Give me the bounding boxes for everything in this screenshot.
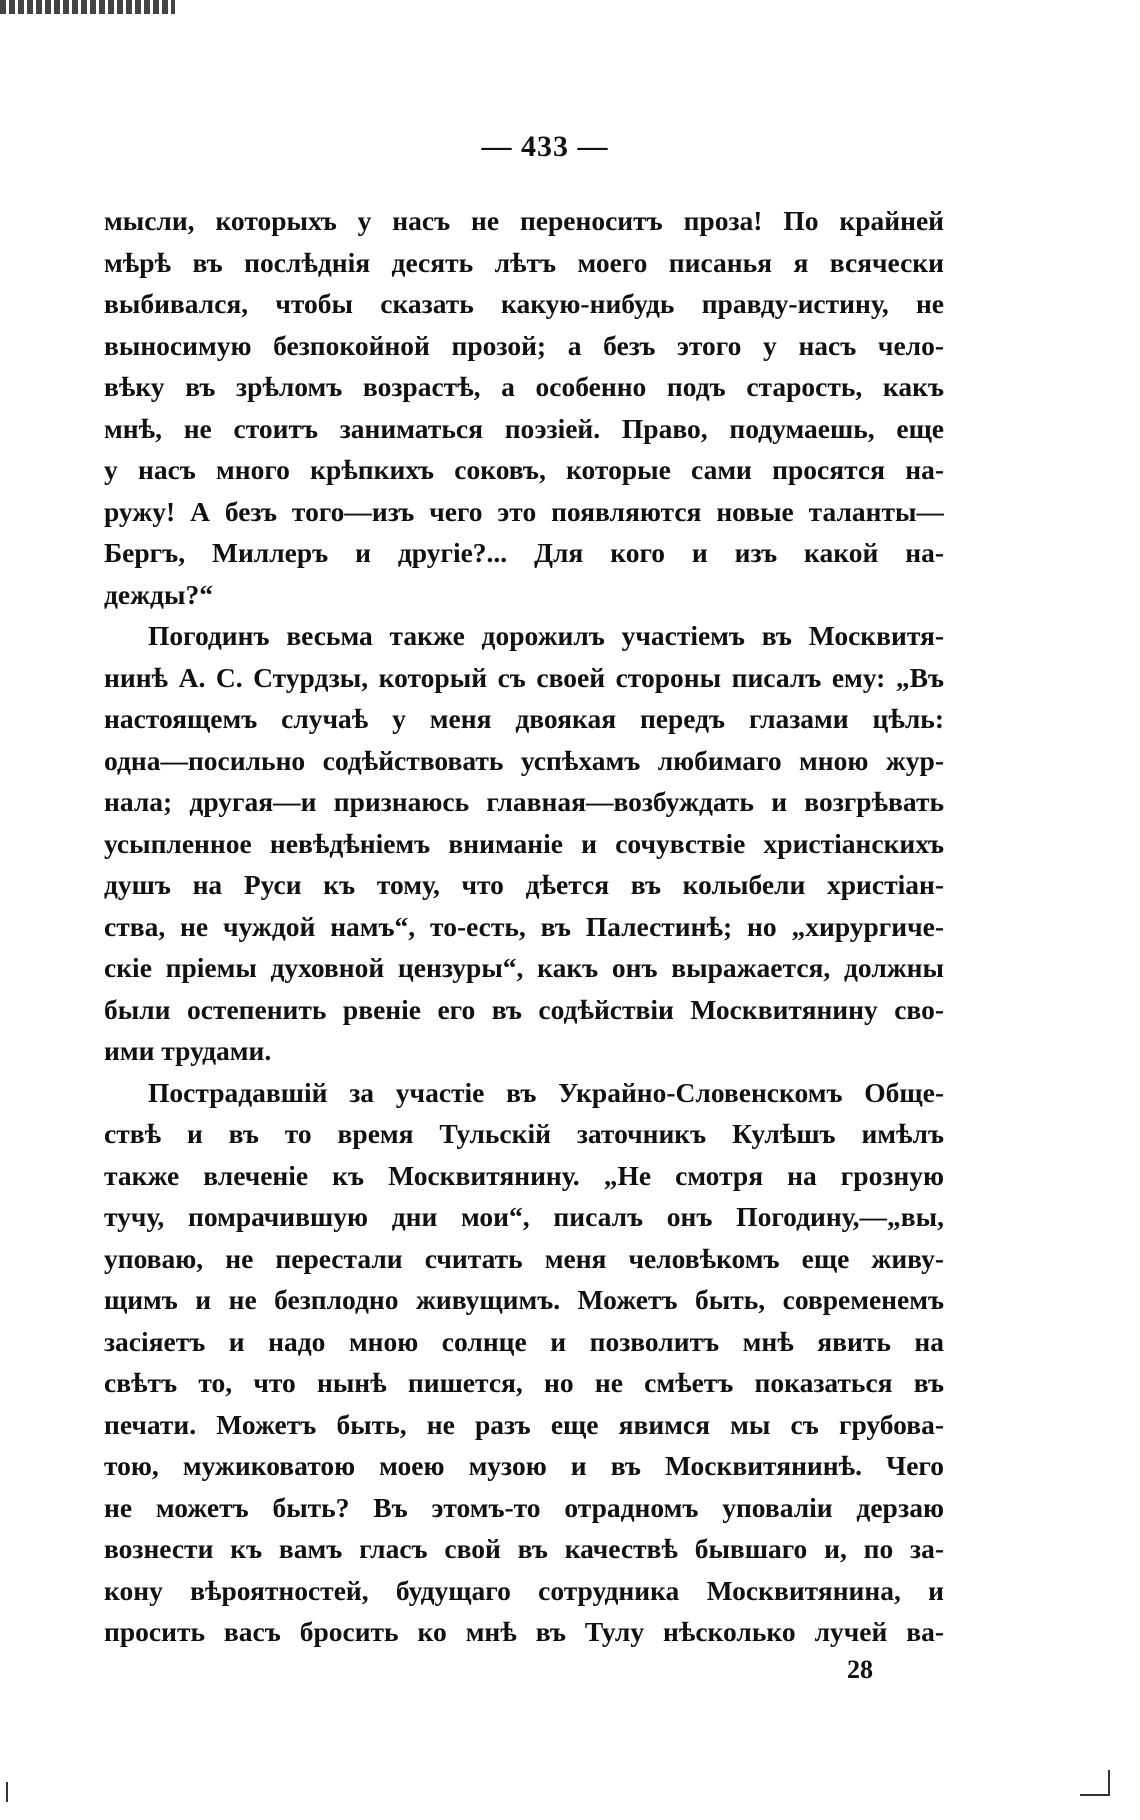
- text-line: свѣтъ то, что нынѣ пишется, но не смѣетъ показаться въ: [104, 1367, 944, 1398]
- text-line: уповаю, не перестали считать меня человѣкомъ еще живу-: [104, 1242, 944, 1274]
- text-line: выносимую безпокойной прозой; а безъ этого у насъ чело-: [104, 329, 944, 361]
- text-line: были остепенить рвеніе его въ содѣйствіи Москвитянину сво-: [104, 993, 944, 1025]
- scan-edge-mark: [1108, 1770, 1110, 1796]
- text-line: душъ на Руси къ тому, что дѣется въ колыбели христіан-: [104, 869, 944, 900]
- text-line: настоящемъ случаѣ у меня двоякая передъ глазами цѣль:: [104, 703, 944, 734]
- text-line: Погодинъ весьма также дорожилъ участіемъ въ Москвитя-: [148, 620, 944, 651]
- text-line: мѣрѣ въ послѣднія десять лѣтъ моего писанья я всячески: [104, 246, 944, 278]
- text-line: ства, не чуждой намъ“, то-есть, въ Палестинѣ; но „хирургиче-: [104, 910, 944, 942]
- text-line: тучу, помрачившую дни мои“, писалъ онъ Погодину,—„вы,: [104, 1201, 944, 1232]
- scan-edge-mark: [6, 1782, 8, 1802]
- text-line: засіяетъ и надо мною солнце и позволитъ мнѣ явить на: [104, 1325, 944, 1357]
- text-line: не можетъ быть? Въ этомъ-то отрадномъ уповаліи дерзаю: [104, 1491, 944, 1523]
- text-line: Пострадавшій за участіе въ Украйно-Словенскомъ Обще-: [148, 1076, 944, 1108]
- scan-corner-mark: [0, 0, 175, 14]
- text-line: ствѣ и въ то время Тульскій заточникъ Кулѣшъ имѣлъ: [104, 1118, 944, 1149]
- text-line: ружу! А безъ того—изъ чего это появляются новые таланты—: [104, 495, 944, 527]
- text-line: выбивался, чтобы сказать какую-нибудь правду-истину, не: [104, 288, 944, 319]
- text-line: вознести къ вамъ гласъ свой въ качествѣ бывшаго и, по за-: [104, 1533, 944, 1564]
- text-line: щимъ и не безплодно живущимъ. Можетъ быть, современемъ: [104, 1284, 944, 1315]
- text-line: дежды?“: [104, 578, 213, 610]
- text-line: мысли, которыхъ у насъ не переноситъ проза! По крайней: [104, 205, 944, 236]
- text-line: печати. Можетъ быть, не разъ еще явимся мы съ грубова-: [104, 1408, 944, 1440]
- text-line: вѣку въ зрѣломъ возрастѣ, а особенно подъ старость, какъ: [104, 371, 944, 402]
- text-line: Бергъ, Миллеръ и другіе?... Для кого и изъ какой на-: [104, 537, 944, 568]
- text-line: просить васъ бросить ко мнѣ въ Тулу нѣсколько лучей ва-: [104, 1616, 944, 1647]
- text-line: нинѣ А. С. Стурдзы, который съ своей стороны писалъ ему: „Въ: [104, 661, 944, 693]
- text-line: мнѣ, не стоитъ заниматься поэзіей. Право, подумаешь, еще: [104, 412, 944, 444]
- scan-edge-mark: [1080, 1794, 1110, 1796]
- body-text: [104, 200, 944, 1653]
- text-line: ими трудами.: [104, 1035, 272, 1066]
- page-number: — 433 —: [481, 130, 609, 163]
- text-line: кону вѣроятностей, будущаго сотрудника Москвитянина, и: [104, 1574, 944, 1606]
- text-line: усыпленное невѣдѣніемъ вниманіе и сочувствіе христіанскихъ: [104, 827, 944, 859]
- text-line: скіе пріемы духовной цензуры“, какъ онъ выражается, должны: [104, 952, 944, 983]
- signature-mark: 28: [847, 1655, 873, 1684]
- text-line: нала; другая—и признаюсь главная—возбуждать и возгрѣвать: [104, 786, 944, 817]
- text-line: также влеченіе къ Москвитянину. „Не смотря на грозную: [104, 1159, 944, 1191]
- text-line: одна—посильно содѣйствовать успѣхамъ любимаго мною жур-: [104, 744, 944, 776]
- text-line: тою, мужиковатою моею музою и въ Москвитянинѣ. Чего: [104, 1450, 944, 1481]
- text-line: у насъ много крѣпкихъ соковъ, которые сами просятся на-: [104, 454, 944, 485]
